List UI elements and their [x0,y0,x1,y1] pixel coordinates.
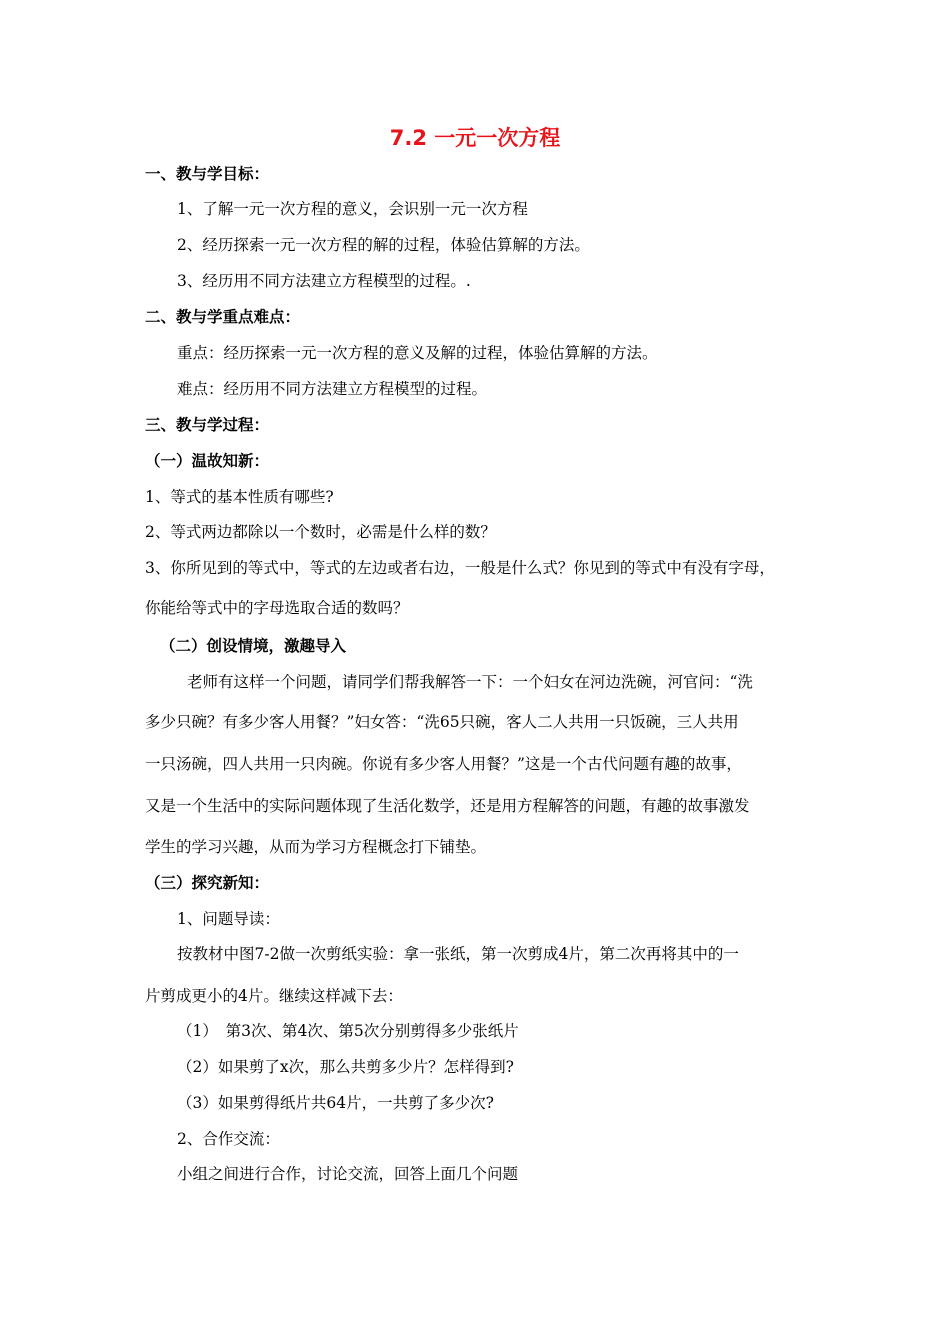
subsection-title: 1、问题导读： [177,910,280,928]
story-paragraph-line: 学生的学习兴趣，从而为学习方程概念打下铺垫。 [145,838,487,856]
experiment-line: 片剪成更小的4片。继续这样减下去： [145,987,403,1005]
section-1-heading: 一、教与学目标： [145,165,270,183]
difficulty-text: 难点：经历用不同方法建立方程模型的过程。 [177,380,488,398]
part-3-heading: （三）探究新知： [145,874,270,892]
objective-item: 1、了解一元一次方程的意义，会识别一元一次方程 [177,200,528,218]
review-question: 1、等式的基本性质有哪些? [145,488,334,506]
story-paragraph-line: 多少只碗？有多少客人用餐？”妇女答：“洗65只碗，客人二人共用一只饭碗，三人共用 [145,713,739,731]
story-paragraph-line: 又是一个生活中的实际问题体现了生活化数学，还是用方程解答的问题，有趣的故事激发 [145,797,750,815]
review-question: 2、等式两边都除以一个数时，必需是什么样的数？ [145,523,496,541]
objective-item: 3、经历用不同方法建立方程模型的过程。. [177,272,471,290]
subsection-title: 2、合作交流： [177,1130,280,1148]
experiment-question: （3）如果剪得纸片共64片，一共剪了多少次? [177,1094,494,1112]
section-2-heading: 二、教与学重点难点： [145,308,301,326]
part-2-heading: （二）创设情境，激趣导入 [160,637,347,655]
experiment-question: （1） 第3次、第4次、第5次分别剪得多少张纸片 [177,1022,519,1040]
experiment-question: （2）如果剪了x次，那么共剪多少片？怎样得到? [177,1058,514,1076]
key-point-text: 重点：经历探索一元一次方程的意义及解的过程，体验估算解的方法。 [177,344,658,362]
experiment-line: 按教材中图7-2做一次剪纸实验：拿一张纸，第一次剪成4片，第二次再将其中的一 [177,945,739,963]
cooperation-text: 小组之间进行合作，讨论交流，回答上面几个问题 [177,1165,519,1183]
part-1-heading: （一）温故知新： [145,452,270,470]
review-question: 3、你所见到的等式中，等式的左边或者右边，一般是什么式？你见到的等式中有没有字母， [145,559,775,577]
document-title: 7.2 一元一次方程 [389,126,561,150]
section-3-heading: 三、教与学过程： [145,416,270,434]
objective-item: 2、经历探索一元一次方程的解的过程，体验估算解的方法。 [177,236,590,254]
story-paragraph-line: 老师有这样一个问题，请同学们帮我解答一下：一个妇女在河边洗碗，河官问：“洗 [187,673,753,691]
review-question-continued: 你能给等式中的字母选取合适的数吗？ [145,599,409,617]
story-paragraph-line: 一只汤碗，四人共用一只肉碗。你说有多少客人用餐？”这是一个古代问题有趣的故事， [145,755,742,773]
